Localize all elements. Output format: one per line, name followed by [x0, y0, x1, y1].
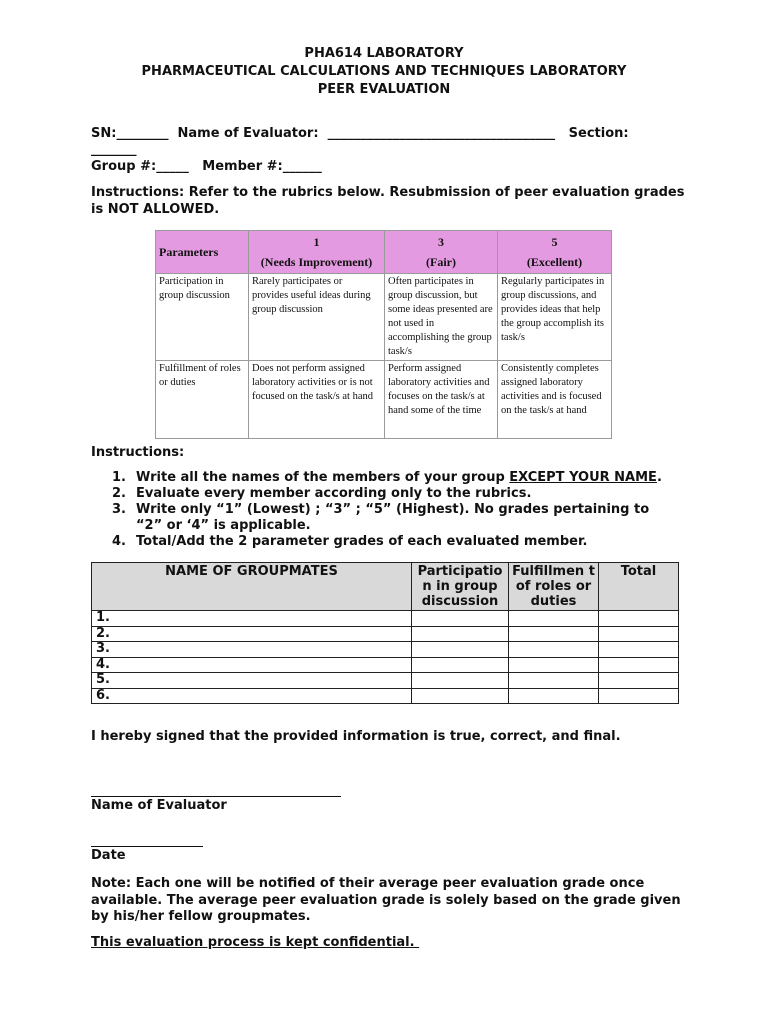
- rubric-score5-cell: Consistently completes assigned laboratory activities and is focused on the task/s at hand: [498, 361, 612, 439]
- rubric-header-score-5: [498, 231, 612, 274]
- note-line1: Note: Each one will be notified of their average peer evaluation grade once: [91, 876, 645, 891]
- rubric-score3-cell: Often participates in group discussion, but some ideas presented are not used in accomplishing the group task/s: [385, 274, 498, 361]
- list-item-number: 4.: [112, 534, 126, 549]
- groupmates-header-name: NAME OF GROUPMATES: [92, 563, 412, 611]
- rubric-score1-cell: Does not perform assigned laboratory activities or is not focused on the task/s at hand: [249, 361, 385, 439]
- list-item-text: Evaluate every member according only to the rubrics.: [136, 486, 532, 501]
- rubric-header-parameters: [156, 231, 249, 274]
- instructions-top-line1: Instructions: Refer to the rubrics below. Resubmission of peer evaluation grades: [91, 185, 685, 200]
- list-item-number: 3.: [112, 502, 126, 517]
- section-blank[interactable]: _______: [91, 142, 137, 157]
- participation-grade-cell[interactable]: [412, 688, 509, 704]
- rubric-parameter-cell: Fulfillment of roles or duties: [156, 361, 249, 439]
- rubric-parameter-cell: Participation in group discussion: [156, 274, 249, 361]
- total-grade-cell[interactable]: [599, 657, 679, 673]
- fulfillment-grade-cell[interactable]: [509, 642, 599, 658]
- total-grade-cell[interactable]: [599, 673, 679, 689]
- rubric-header-num: 1: [313, 235, 320, 249]
- sn-evaluator-section-line[interactable]: SN:________ Name of Evaluator: ___________________________________ Section:: [91, 126, 629, 141]
- rubric-header-label: Parameters: [159, 245, 219, 259]
- rubric-row-participation: [156, 274, 612, 361]
- declaration-text: I hereby signed that the provided information is true, correct, and final.: [91, 729, 621, 744]
- instructions-heading: Instructions:: [91, 445, 185, 460]
- groupmates-header-total: Total: [599, 563, 679, 611]
- groupmate-name-cell[interactable]: 6.: [92, 688, 412, 704]
- fulfillment-grade-cell[interactable]: [509, 626, 599, 642]
- note-line3: by his/her fellow groupmates.: [91, 909, 311, 924]
- rubric-header-label: (Fair): [426, 255, 456, 269]
- list-item: [112, 534, 672, 550]
- list-item: [112, 486, 672, 502]
- fulfillment-grade-cell[interactable]: [509, 688, 599, 704]
- groupmate-name-cell[interactable]: 1.: [92, 611, 412, 627]
- list-item-number: 2.: [112, 486, 126, 501]
- groupmate-name-cell[interactable]: 5.: [92, 673, 412, 689]
- doc-title-line1: PHA614 LABORATORY: [304, 46, 464, 61]
- rubric-row-fulfillment: [156, 361, 612, 439]
- rubric-score5-cell: Regularly participates in group discussions, and provides ideas that help the group accomplish its task/s: [498, 274, 612, 361]
- rubric-header-label: (Needs Improvement): [260, 255, 373, 269]
- table-row: [92, 611, 679, 627]
- total-grade-cell[interactable]: [599, 626, 679, 642]
- fulfillment-grade-cell[interactable]: [509, 657, 599, 673]
- table-row: [92, 673, 679, 689]
- evaluator-signature-line[interactable]: [91, 796, 341, 797]
- rubric-score3-cell: Perform assigned laboratory activities and focuses on the task/s at hand some of the time: [385, 361, 498, 439]
- fulfillment-grade-cell[interactable]: [509, 611, 599, 627]
- doc-title-line3: PEER EVALUATION: [317, 82, 451, 97]
- instructions-list: [112, 470, 672, 550]
- list-item-text: Total/Add the 2 parameter grades of each evaluated member.: [136, 534, 588, 549]
- date-label: Date: [91, 848, 126, 863]
- list-item-text: Write all the names of the members of your group: [136, 470, 510, 485]
- total-grade-cell[interactable]: [599, 611, 679, 627]
- group-member-line[interactable]: Group #:_____ Member #:______: [91, 159, 322, 174]
- table-row: [92, 688, 679, 704]
- rubric-header-num: 5: [551, 235, 558, 249]
- participation-grade-cell[interactable]: [412, 642, 509, 658]
- date-line[interactable]: [91, 846, 203, 847]
- groupmates-header-fulfillment: Fulfillmen t of roles or duties: [509, 563, 599, 611]
- groupmate-name-cell[interactable]: 4.: [92, 657, 412, 673]
- note-line2: available. The average peer evaluation grade is solely based on the grade given: [91, 893, 681, 908]
- rubric-score1-cell: Rarely participates or provides useful ideas during group discussion: [249, 274, 385, 361]
- groupmate-name-cell[interactable]: 2.: [92, 626, 412, 642]
- rubric-header-num: 3: [438, 235, 444, 249]
- total-grade-cell[interactable]: [599, 642, 679, 658]
- participation-grade-cell[interactable]: [412, 611, 509, 627]
- groupmates-header-participation: Participatio n in group discussion: [412, 563, 509, 611]
- groupmates-table: [91, 562, 679, 704]
- list-item-end: .: [656, 470, 662, 485]
- rubric-table: [155, 230, 612, 439]
- participation-grade-cell[interactable]: [412, 626, 509, 642]
- fulfillment-grade-cell[interactable]: [509, 673, 599, 689]
- list-item-emphasis: EXCEPT YOUR NAME: [509, 470, 657, 485]
- list-item-number: 1.: [112, 470, 126, 485]
- table-row: [92, 657, 679, 673]
- list-item: [112, 470, 672, 486]
- doc-title-line2: PHARMACEUTICAL CALCULATIONS AND TECHNIQUES LABORATORY: [141, 64, 627, 79]
- instructions-top-line2: is NOT ALLOWED.: [91, 202, 220, 217]
- list-item: [112, 502, 672, 534]
- total-grade-cell[interactable]: [599, 688, 679, 704]
- participation-grade-cell[interactable]: [412, 657, 509, 673]
- groupmate-name-cell[interactable]: 3.: [92, 642, 412, 658]
- rubric-header-label: (Excellent): [526, 255, 583, 269]
- list-item-text: Write only “1” (Lowest) ; “3” ; “5” (Highest). No grades pertaining to “2” or ‘4” is applicable.: [136, 502, 650, 533]
- table-row: [92, 642, 679, 658]
- table-row: [92, 626, 679, 642]
- participation-grade-cell[interactable]: [412, 673, 509, 689]
- rubric-header-score-1: [249, 231, 385, 274]
- rubric-header-score-3: [385, 231, 498, 274]
- name-of-evaluator-label: Name of Evaluator: [91, 798, 227, 813]
- confidential-note: This evaluation process is kept confidential.: [91, 935, 420, 950]
